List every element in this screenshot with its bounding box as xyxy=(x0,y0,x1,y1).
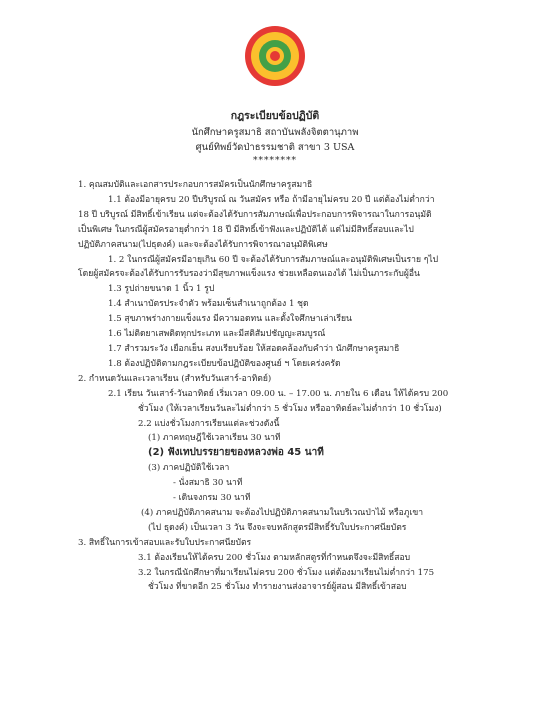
document-header xyxy=(0,108,550,167)
schedule-item-4-line: (ไป ธุดงค์) เป็นเวลา 3 วัน จึงจะจบหลักสูตรมีสิทธิ์รับใบประกาศนียบัตร xyxy=(148,522,407,533)
item-2-1-line: ชั่วโมง (ให้เวลาเรียนวันละไม่ต่ำกว่า 5 ชั่วโมง หรืออาทิตย์ละไม่ต่ำกว่า 10 ชั่วโมง) xyxy=(138,403,442,414)
document-body xyxy=(78,178,498,595)
item-1-6: 1.6 ไม่ติดยาเสพติดทุกประเภท และมีสติสัมปชัญญะสมบูรณ์ xyxy=(108,329,326,340)
section-3-heading: 3. สิทธิ์ในการเข้าสอบและรับใบประกาศนียบัตร xyxy=(78,537,252,548)
item-2-2: 2.2 แบ่งชั่วโมงการเรียนแต่ละช่วงดังนี้ xyxy=(138,418,280,429)
item-1-8: 1.8 ต้องปฏิบัติตามกฎระเบียบข้อปฏิบัติของศูนย์ ฯ โดยเคร่งครัด xyxy=(108,358,341,369)
item-3-2-line: ชั่วโมง ที่ขาดอีก 25 ชั่วโมง ทำรายงานส่งอาจารย์ผู้สอน มีสิทธิ์เข้าสอบ xyxy=(148,582,407,593)
document-title: กฎระเบียบข้อปฏิบัติ xyxy=(230,110,320,122)
item-1-1-line: ปฏิบัติภาคสนาม(ไปธุดงค์) และจะต้องได้รับการพิจารณาอนุมัติพิเศษ xyxy=(78,239,328,250)
schedule-item-2: (2) ฟังเทปบรรยายของหลวงพ่อ 45 นาที xyxy=(148,447,324,459)
item-1-1-line: 18 ปี บริบูรณ์ มีสิทธิ์เข้าเรียน แต่จะต้องได้รับการสัมภาษณ์เพื่อประกอบการพิจารณาในการอนุมัติ xyxy=(78,209,432,220)
institute-name: นักศึกษาครูสมาธิ สถาบันพลังจิตตานุภาพ xyxy=(191,127,359,138)
item-1-5: 1.5 สุขภาพร่างกายแข็งแรง มีความอดทน และตั้งใจศึกษาเล่าเรียน xyxy=(108,314,352,325)
section-2-heading: 2. กำหนดวันและเวลาเรียน (สำหรับวันเสาร์-อาทิตย์) xyxy=(78,373,272,384)
separator-stars: ******** xyxy=(253,156,297,166)
schedule-item-1: (1) ภาคทฤษฎีใช้เวลาเรียน 30 นาที xyxy=(148,433,281,444)
item-1-2-line: 1. 2 ในกรณีผู้สมัครมีอายุเกิน 60 ปี จะต้องได้รับการสัมภาษณ์และอนุมัติพิเศษเป็นราย ๆไป xyxy=(108,254,439,265)
schedule-item-3b: - เดินจงกรม 30 นาที xyxy=(173,493,251,504)
branch-name: ศูนย์ทิพย์วัดป่าธรรมชาติ สาขา 3 USA xyxy=(195,142,355,153)
item-1-3: 1.3 รูปถ่ายขนาด 1 นิ้ว 1 รูป xyxy=(108,284,215,295)
item-1-1-line: เป็นพิเศษ ในกรณีผู้สมัครอายุต่ำกว่า 18 ปี มีสิทธิ์เข้าฟังและปฏิบัติได้ แต่ไม่มีสิทธิ์สอบและไป xyxy=(78,224,414,235)
item-1-1-line: 1.1 ต้องมีอายุครบ 20 ปีบริบูรณ์ ณ วันสมัคร หรือ ถ้ามีอายุไม่ครบ 20 ปี แต่ต้องไม่ต่ำกว่า xyxy=(108,194,435,205)
schedule-item-4-line: (4) ภาคปฏิบัติภาคสนาม จะต้องไปปฏิบัติภาคสนามในบริเวณป่าไม้ หรือภูเขา xyxy=(141,507,424,518)
schedule-item-3a: - นั่งสมาธิ 30 นาที xyxy=(173,478,243,489)
institute-logo xyxy=(243,24,307,88)
item-1-2-line: โดยผู้สมัครจะต้องได้รับการรับรองว่ามีสุขภาพแข็งแรง ช่วยเหลือตนเองได้ ไม่เป็นภาระกับผู้อื่น xyxy=(78,269,420,280)
item-1-7: 1.7 สำรวมระวัง เยือกเย็น สงบเรียบร้อย ให้สอดคล้องกับคำว่า นักศึกษาครูสมาธิ xyxy=(108,343,400,354)
item-3-1: 3.1 ต้องเรียนให้ได้ครบ 200 ชั่วโมง ตามหลักสตูรที่กำหนดจึงจะมีสิทธิ์สอบ xyxy=(138,552,411,563)
section-1-heading: 1. คุณสมบัติและเอกสารประกอบการสมัครเป็นนักศึกษาครูสมาธิ xyxy=(78,180,313,190)
item-3-2-line: 3.2 ในกรณีนักศึกษาที่มาเรียนไม่ครบ 200 ชั่วโมง แต่ต้องมาเรียนไม่ต่ำกว่า 175 xyxy=(138,567,435,578)
item-2-1-line: 2.1 เรียน วันเสาร์-วันอาทิตย์ เริ่มเวลา 09.00 น. – 17.00 น. ภายใน 6 เดือน ให้ได้ครบ 200 xyxy=(108,388,449,399)
schedule-item-3: (3) ภาคปฏิบัติใช้เวลา xyxy=(148,463,230,474)
item-1-4: 1.4 สำเนาบัตรประจำตัว พร้อมเซ็นสำเนาถูกต้อง 1 ชุด xyxy=(108,299,309,310)
